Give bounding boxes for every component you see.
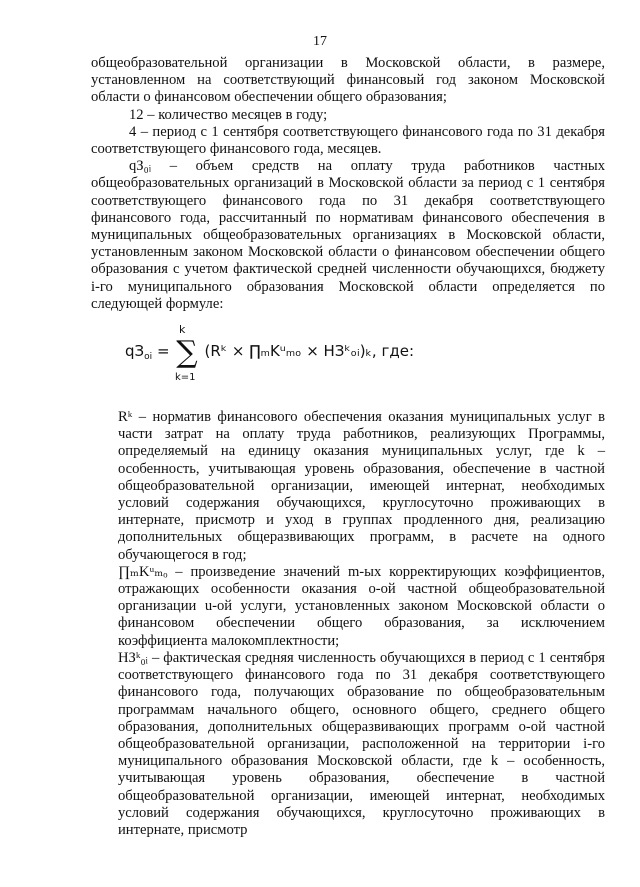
formula-lhs-subscript: oi	[144, 352, 153, 363]
formula-body: (Rᵏ × ∏ₘKᵘₘₒ × НЗᵏₒᵢ)ₖ, где:	[204, 342, 415, 361]
paragraph-6: ∏ₘKᵘₘₒ – произведение значений m-ых корректирующих коэффициентов, отражающих особенности оказания о-ой частной общеобразовательной организации u-ой услуги, установленных законом Московской области о финансовом обеспечении общего образования, за исключением коэффициента малокомплектности;	[118, 563, 605, 649]
page-number: 17	[313, 34, 327, 49]
document-body	[91, 55, 605, 839]
formula-equals: =	[156, 342, 170, 361]
formula	[91, 321, 605, 385]
formula-lhs: qЗ	[125, 342, 145, 361]
paragraph-2: 12 – количество месяцев в году;	[129, 106, 328, 123]
paragraph-3: 4 – период с 1 сентября соответствующего финансового года по 31 декабря соответствующего финансового года, месяцев.	[91, 123, 605, 158]
paragraph-5: Rᵏ – норматив финансового обеспечения оказания муниципальных услуг в части затрат на оплату труда работников, реализующих Программы, определяемый на единицу оказания муниципальных услуг, где k – особенность, учитывающая уровень образования, обеспечение в частной общеобразовательной организации, имеющей интернат, необходимых условий содержания обучающихся, круглосуточно проживающих в интернате, присмотр и уход в группах продленного дня, реализацию дополнительных общеразвивающих программ, в расчете на одного обучающегося в год;	[118, 409, 605, 563]
summation-icon: ∑	[176, 335, 198, 371]
sum-upper-limit: k	[179, 323, 186, 337]
paragraph-7: НЗᵏ₀ᵢ – фактическая средняя численность обучающихся в период с 1 сентября соответствующего финансового года по 31 декабря соответствующего финансового года, получающих образование по общеобразовательным программам начального общего, основного общего, среднего общего образования, дополнительных общеразвивающих программ о-ой частной общеобразовательной организации, расположенной на территории i-го муниципального образования Московской области, где k – особенность, учитывающая уровень образования, обеспечение в частной общеобразовательной организации, имеющей интернат, необходимых условий содержания обучающихся, круглосуточно проживающих в интернате, присмотр	[118, 649, 605, 838]
paragraph-4: qЗ₀ᵢ – объем средств на оплату труда работников частных общеобразовательных организаций в Московской области за период с 1 сентября соответствующего финансового года по 31 декабря соответствующего финансового года, рассчитанный по нормативам финансового обеспечения в муниципальных общеобразовательных организациях в Московской области, установленным законом Московской области о финансовом обеспечении общего образования с учетом фактической средней численности обучающихся, бюджету i-го муниципального образования Московской области определяется по следующей формуле:	[91, 158, 605, 312]
paragraph-1: общеобразовательной организации в Московской области, в размере, установленном на соответствующий финансовый год законом Московской области о финансовом обеспечении общего образования;	[91, 55, 605, 106]
sum-lower-limit: k=1	[175, 372, 196, 384]
formula-expression	[125, 335, 415, 371]
